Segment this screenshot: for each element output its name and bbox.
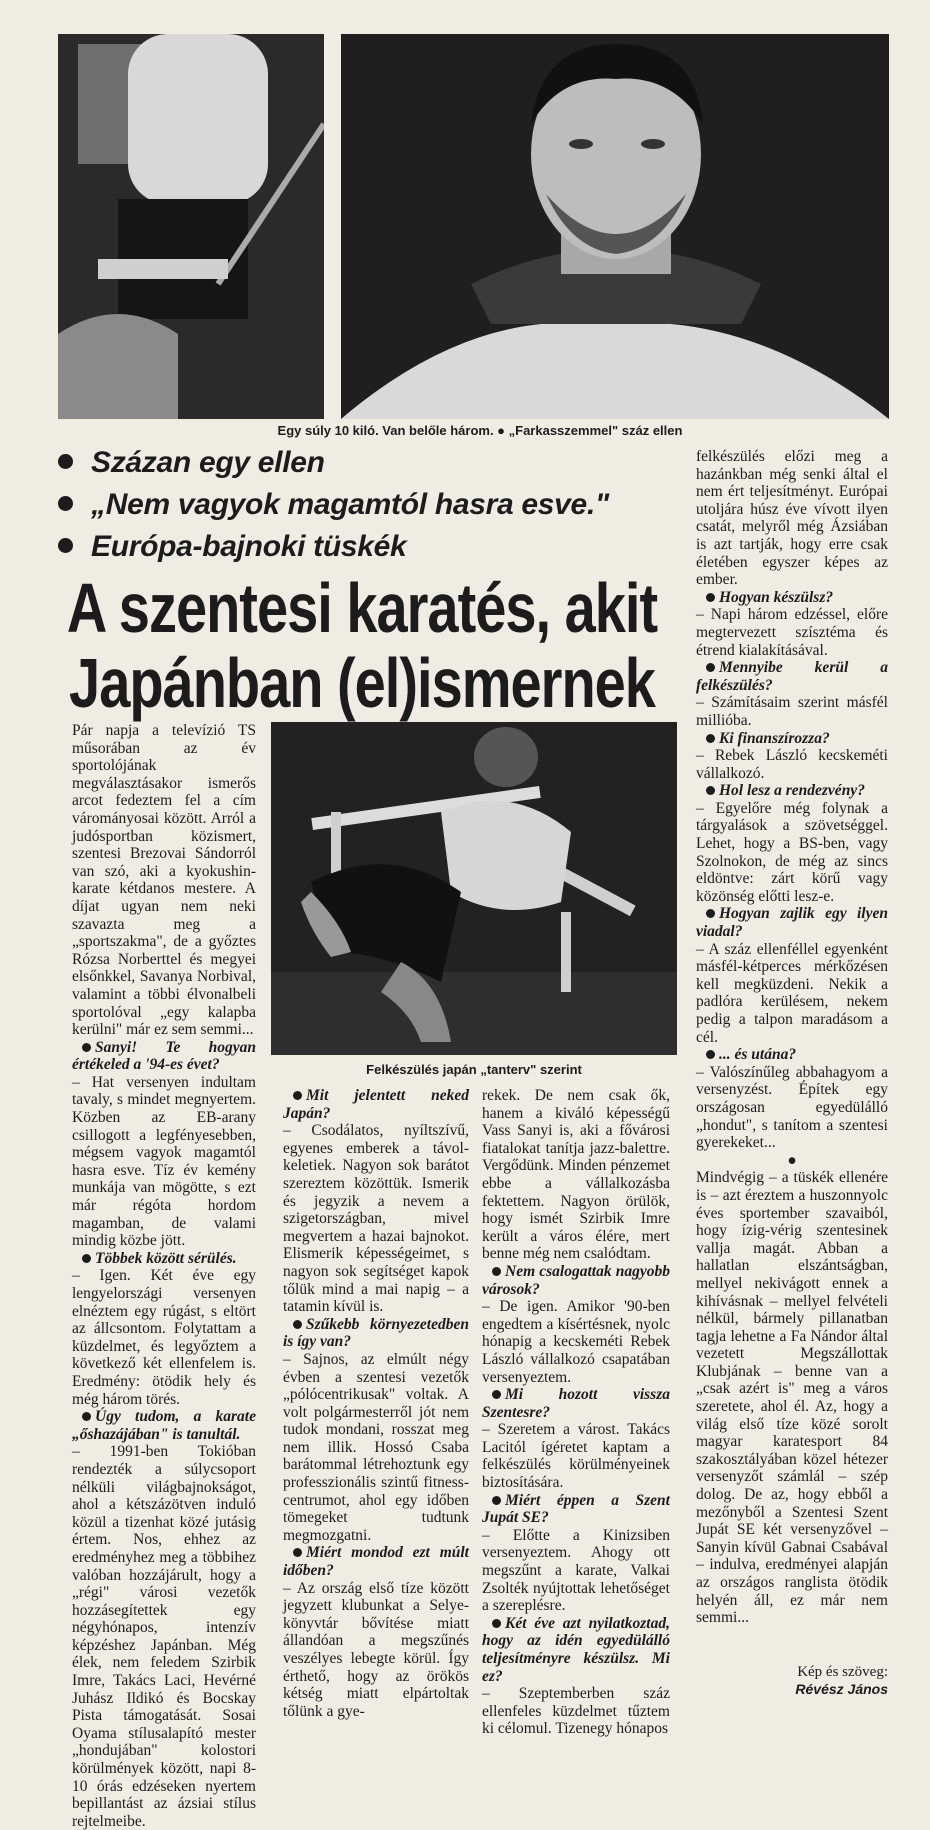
interview-question: Szűkebb környezetedben is így van? (283, 1315, 469, 1351)
bullet-icon (58, 538, 73, 553)
interview-question: Mit jelentett neked Japán? (283, 1087, 469, 1122)
interview-question: Ki finanszírozza? (696, 730, 888, 748)
photo-weightlifting-feet (58, 34, 324, 419)
bullet-icon (58, 496, 73, 511)
interview-question: Miért mondod ezt múlt időben? (283, 1544, 469, 1580)
paragraph: – De igen. Amikor '90-ben engedtem a kísértésnek, nyolc hónapig a kecskeméti Rebek László vállalkozó csapatában versenyeztem. (482, 1298, 670, 1386)
paragraph: – Napi három edzéssel, előre megtervezett szísztéma és étrend kialakításával. (696, 606, 888, 659)
paragraph: – Egyelőre még folynak a tárgyalások a szövetséggel. Lehet, hogy a BS-ben, vagy Szolnokon, de még az sincs eldöntve: zárt körű vagy közönség előtti lesz-e. (696, 799, 888, 905)
text-column-right (696, 448, 888, 1627)
interview-question: Úgy tudom, a karate „őshazájában" is tanultál. (72, 1408, 256, 1443)
kicker-3-text: Európa-bajnoki tüskék (91, 530, 407, 563)
paragraph: Mindvégig – a tüskék ellenére is – azt éreztem a huszonnyolc éves sportember szavaiból, hogy ízig-vérig szentesinek vallja magát. Abban a hallatlan elszántságban, mellyel nekivágott ennek a kihívásnak – mellyel felvételi nélkül, bármely pillanatban tagja lehetne a Fa Nándor által vezetett Megszállottak Klubjának – benne van a „csak azért is" meg a város szeretete, ahol él. Az, hogy a világ első tíze közé sorolt magyar karatesport 84 szakosztályában közel hétezer versenyzőt számlál – szép dolog. De az, hogy ebből a mezőnyből a Szentesi Szent Jupát SE két versenyzővel – Sanyin kívül Gabnai Csabával – indulva, eredményei alapján az országos ranglista ötödik helyén áll, ez már nem semmi... (696, 1169, 888, 1627)
credit-label: Kép és szöveg: (797, 1664, 888, 1680)
paragraph: rekek. De nem csak ők, hanem a kiváló képességű Vass Sanyi is, aki a fővárosi fiatalokat tanítja jazz-balettre. Vergődünk. Minden pénzemet ebbe a vállalkozásba fektettem. Nagyon örülök, hogy ismét Szirbik Imre került a város élére, mert benne még nem csalódtam. (482, 1087, 670, 1263)
paragraph: – 1991-ben Tokióban rendezték a súlycsoport nélküli világbajnokságot, ahol a kétszázötven induló közül a tizenhat közé jutásig értem. Nos, ehhez az eredményhez meg a többihez valóban hozzájárult, hogy a „régi" városi vezetők hozzásegítettek egy négyhónapos, intenzív képzéshez Japánban. Még élek, nem feledem Szirbik Imre, Takács Laci, Hevérné Juhász Ildikó és Bocskay Pista támogatását. Sosai Oyama stílusalapító mester „hondujában" kolostori körülmények között, napi 8-10 órás edzéseken nyertem bepillantást az ázsiai stílus rejtelmeibe. (72, 1443, 256, 1830)
section-divider: ● (787, 1151, 797, 1169)
photo-portrait (341, 34, 889, 419)
photo-portrait-image (341, 34, 889, 419)
interview-question: Nem csalogattak nagyobb városok? (482, 1262, 670, 1298)
paragraph: – Az ország első tíze között jegyzett klubunkat a Selye-könyvtár bővítése miatt állandóan a megszűnés veszélyes lebegte körül. Így érthető, hogy az örökös kétség miatt elpártoltak tőlünk a gye- (283, 1579, 469, 1720)
photo-training-image (271, 722, 677, 1055)
paragraph: Pár napja a televízió TS műsorában az év sportolójának megválasztásakor ismerős arcot fedeztem fel a cím várományosai között. Arról a judósportban közismert, szentesi Brezovai Sándorról van szó, aki a kyokushin-karate kétdanos mestere. A díjat ugyan nem neki szavazta meg a „sportszakma", de a győztes Rózsa Norberttel és megyei elsőnkkel, Savanya Norbival, valamint a többi élvonalbeli sportolóval „egy kalapba kerülni" már ez sem semmi... (72, 722, 256, 1039)
photo-weightlifting-feet-image (58, 34, 324, 419)
interview-question: Mi hozott vissza Szentesre? (482, 1386, 670, 1421)
interview-question: Hogyan zajlik egy ilyen viadal? (696, 905, 888, 941)
interview-question: Hogyan készülsz? (696, 589, 888, 607)
kicker-1-text: Százan egy ellen (91, 446, 325, 479)
text-column-middle-1 (283, 1087, 469, 1720)
text-column-left (72, 722, 256, 1830)
interview-question: Mennyibe kerül a felkészülés? (696, 659, 888, 694)
bullet-icon (58, 454, 73, 469)
credit (795, 1664, 888, 1697)
paragraph: – Előtte a Kinizsiben versenyeztem. Ahogy ott megszűnt a karate, Valkai Zsolték nyújtottak lehetőséget a szereplésre. (482, 1526, 670, 1615)
interview-question: Két éve azt nyilatkoztad, hogy az idén egyedülálló teljesítményre készülsz. Mi ez? (482, 1614, 670, 1685)
paragraph: – Sajnos, az elmúlt négy évben a szentesi vezetők „pólócentrikusak" voltak. A volt polgármesterről jót nem tudok mondani, rosszat meg nem illik. Hossó Csaba barátommal létrehoztunk egy professzionális szintű fitness-centrumot, ahol egy időben tömegeket tudtunk megmozgatni. (283, 1350, 469, 1544)
credit-author: Révész János (795, 1681, 888, 1697)
paragraph: – Igen. Két éve egy lengyelországi versenyen elnéztem egy rúgást, s eltört az állcsontom. Folytattam a küzdelmet, és legyőztem a következő két ellenfelem is. Eredmény: ötödik hely és még három törés. (72, 1267, 256, 1408)
interview-question: ... és utána? (696, 1046, 888, 1064)
paragraph: – Rebek László kecskeméti vállalkozó. (696, 747, 888, 782)
paragraph: – Szeptemberben száz ellenfeles küzdelmet tűztem ki célomul. Tizenegy hónapos (482, 1685, 670, 1738)
text-column-middle-2 (482, 1087, 670, 1738)
paragraph: – Számításaim szerint másfél millióba. (696, 694, 888, 729)
kicker-2 (58, 488, 609, 522)
headline-line-2: Japánban (el)ismernek (69, 643, 655, 722)
paragraph: – Valószínűleg abbahagyom a versenyzést. Építek egy országosan egyedülálló „hondut", s tanítom a szentesi gyerekeket... (696, 1063, 888, 1152)
photo-caption-middle: Felkészülés japán „tanterv" szerint (366, 1062, 582, 1077)
paragraph: – A száz ellenféllel egyenként másfél-kétperces mérkőzésen kell megküzdeni. Nekik a padlóra kerülésem, nekem pedig a talpon maradásom a cél. (696, 940, 888, 1046)
interview-question: Hol lesz a rendezvény? (696, 782, 888, 800)
paragraph: – Szeretem a várost. Takács Lacitól ígéretet kaptam a felkészülés körülményeinek biztosítására. (482, 1421, 670, 1492)
kicker-2-text: „Nem vagyok magamtól hasra esve." (91, 488, 609, 521)
paragraph: – Csodálatos, nyíltszívű, egyenes emberek a távol-keletiek. Nagyon sok barátot szereztem közöttük. Ismerik és jegyzik a nevem a szigetországban, mivel megvertem a hazai bajnokot. Elismerik képességeimet, s nagyon sok segítséget kapok tőlük mind a mai napig – a tatamin kívül is. (283, 1122, 469, 1316)
interview-question: Miért éppen a Szent Jupát SE? (482, 1491, 670, 1527)
kicker-1 (58, 446, 325, 480)
photo-training (271, 722, 677, 1055)
paragraph: – Hat versenyen indultam tavaly, s mindet megnyertem. Közben az EB-arany csillogott a legfényesebben, mégsem vagyok magamtól hasra esve. Tíz év kemény munkája van mögötte, s ezt már régóta hordom magamban, de valami mindig közbe jött. (72, 1073, 256, 1250)
photo-caption-top: Egy súly 10 kiló. Van belőle három. ● „Farkasszemmel" száz ellen (277, 423, 683, 438)
headline-line-1: A szentesi karatés, akit (66, 568, 658, 647)
kicker-3 (58, 530, 406, 564)
interview-question: Sanyi! Te hogyan értékeled a '94-es évet? (72, 1038, 256, 1074)
interview-question: Többek között sérülés. (72, 1250, 256, 1268)
paragraph: felkészülés előzi meg a hazánkban még senki által el nem ért teljesítményt. Európai utoljára húsz éve vívott ilyen csatát, melyről még Ázsiában is azt tartják, hogy erre csak életében egyszer képes az ember. (696, 448, 888, 589)
